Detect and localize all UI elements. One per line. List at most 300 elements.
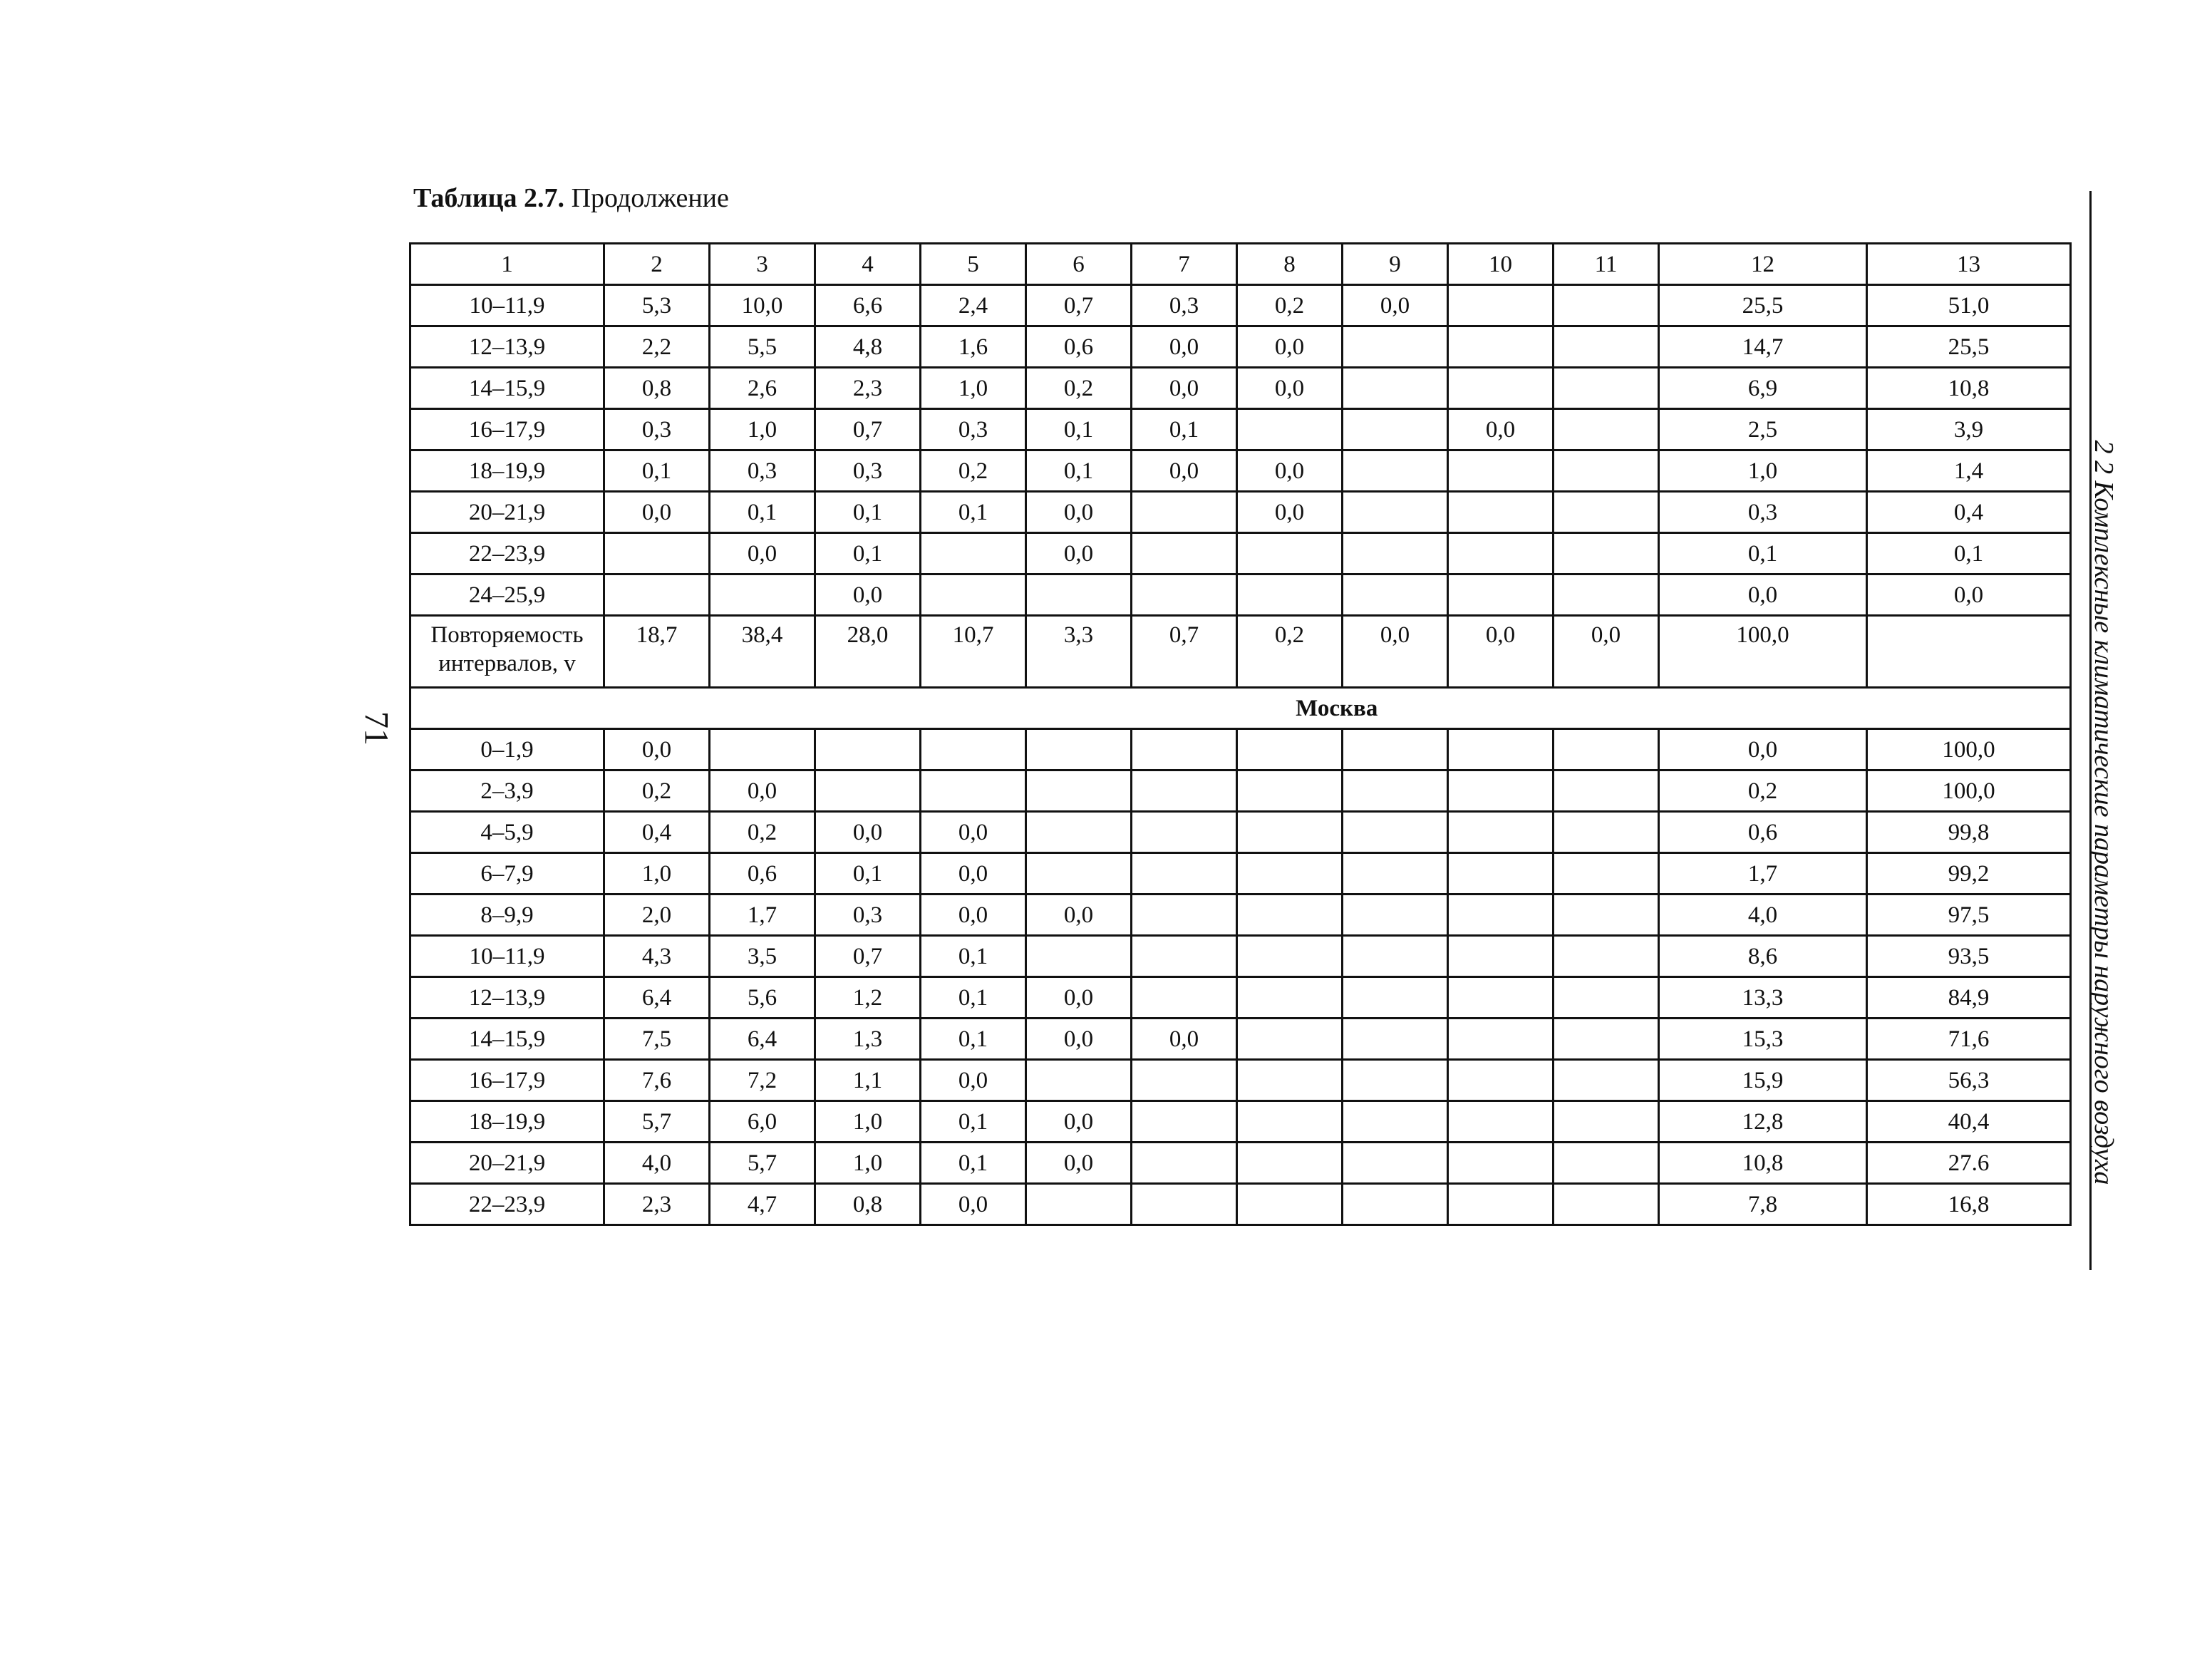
- value-cell: [1237, 1184, 1343, 1225]
- value-cell: 25,5: [1867, 326, 2071, 368]
- value-cell: 0,3: [815, 450, 921, 492]
- interval-label-cell: 16–17,9: [410, 1060, 604, 1101]
- value-cell: 7,5: [604, 1019, 710, 1060]
- value-cell: 0,2: [1659, 770, 1867, 812]
- value-cell: [1554, 326, 1659, 368]
- value-cell: [1448, 533, 1554, 574]
- value-cell: [1132, 1060, 1237, 1101]
- value-cell: 0,0: [1659, 574, 1867, 616]
- value-cell: 0,1: [921, 977, 1026, 1019]
- value-cell: [1237, 1019, 1343, 1060]
- value-cell: [1448, 326, 1554, 368]
- summary-label-line1: Повторяемость: [430, 622, 584, 648]
- value-cell: [1132, 533, 1237, 574]
- value-cell: 0,1: [815, 853, 921, 895]
- value-cell: [1132, 574, 1237, 616]
- table-caption-text: Продолжение: [571, 183, 729, 213]
- value-cell: 25,5: [1659, 285, 1867, 326]
- value-cell: 40,4: [1867, 1101, 2071, 1143]
- column-number-cell: 2: [604, 244, 710, 285]
- value-cell: [1343, 1143, 1448, 1184]
- value-cell: 99,8: [1867, 812, 2071, 853]
- value-cell: 5,6: [710, 977, 815, 1019]
- interval-label-cell: 18–19,9: [410, 450, 604, 492]
- table-row: [410, 812, 2071, 853]
- value-cell: 0,1: [1659, 533, 1867, 574]
- value-cell: [1554, 492, 1659, 533]
- summary-value-cell: 100,0: [1659, 616, 1867, 688]
- table-row: [410, 1143, 2071, 1184]
- value-cell: 0,1: [1132, 409, 1237, 450]
- value-cell: 0,0: [604, 492, 710, 533]
- value-cell: 71,6: [1867, 1019, 2071, 1060]
- column-number-cell: 13: [1867, 244, 2071, 285]
- value-cell: 4,8: [815, 326, 921, 368]
- value-cell: [1554, 770, 1659, 812]
- value-cell: 0,0: [921, 853, 1026, 895]
- value-cell: 0,0: [815, 812, 921, 853]
- value-cell: [1448, 895, 1554, 936]
- value-cell: 0,6: [1026, 326, 1132, 368]
- value-cell: 4,3: [604, 936, 710, 977]
- value-cell: 10,0: [710, 285, 815, 326]
- value-cell: 1,2: [815, 977, 921, 1019]
- value-cell: [1343, 533, 1448, 574]
- value-cell: 2,3: [604, 1184, 710, 1225]
- value-cell: [1448, 812, 1554, 853]
- value-cell: [1343, 977, 1448, 1019]
- value-cell: 5,7: [710, 1143, 815, 1184]
- value-cell: [1343, 1060, 1448, 1101]
- value-cell: 0,0: [1132, 326, 1237, 368]
- value-cell: [1343, 326, 1448, 368]
- value-cell: [1448, 1019, 1554, 1060]
- value-cell: 2,2: [604, 326, 710, 368]
- value-cell: 3,5: [710, 936, 815, 977]
- value-cell: 0,0: [1343, 285, 1448, 326]
- table-row: [410, 450, 2071, 492]
- value-cell: [1343, 1019, 1448, 1060]
- value-cell: 0,0: [710, 770, 815, 812]
- interval-label-cell: 18–19,9: [410, 1101, 604, 1143]
- value-cell: [1448, 729, 1554, 770]
- value-cell: 0,1: [710, 492, 815, 533]
- value-cell: [1554, 450, 1659, 492]
- value-cell: [1237, 936, 1343, 977]
- value-cell: 1,7: [710, 895, 815, 936]
- value-cell: 0,0: [1026, 1101, 1132, 1143]
- value-cell: [1026, 812, 1132, 853]
- value-cell: 100,0: [1867, 729, 2071, 770]
- value-cell: 2,0: [604, 895, 710, 936]
- value-cell: [1132, 1101, 1237, 1143]
- summary-label-cell: [410, 616, 604, 688]
- value-cell: [1448, 977, 1554, 1019]
- value-cell: 6,4: [604, 977, 710, 1019]
- value-cell: 0,0: [1448, 409, 1554, 450]
- value-cell: [1132, 770, 1237, 812]
- section-empty-cell: [410, 688, 604, 729]
- value-cell: [1237, 770, 1343, 812]
- value-cell: [1237, 895, 1343, 936]
- value-cell: 0,0: [1026, 895, 1132, 936]
- section-title-cell: Москва: [604, 688, 2071, 729]
- summary-value-cell: 0,0: [1554, 616, 1659, 688]
- value-cell: [1554, 1019, 1659, 1060]
- interval-label-cell: 22–23,9: [410, 1184, 604, 1225]
- value-cell: 7,8: [1659, 1184, 1867, 1225]
- value-cell: [921, 574, 1026, 616]
- table-row: [410, 853, 2071, 895]
- value-cell: 51,0: [1867, 285, 2071, 326]
- interval-label-cell: 14–15,9: [410, 368, 604, 409]
- value-cell: 0,7: [1026, 285, 1132, 326]
- interval-label-cell: 0–1,9: [410, 729, 604, 770]
- value-cell: 0,2: [1237, 285, 1343, 326]
- value-cell: 4,0: [604, 1143, 710, 1184]
- value-cell: 5,5: [710, 326, 815, 368]
- value-cell: 4,7: [710, 1184, 815, 1225]
- value-cell: [1448, 574, 1554, 616]
- table-row: [410, 368, 2071, 409]
- value-cell: 2,6: [710, 368, 815, 409]
- value-cell: [1448, 1101, 1554, 1143]
- value-cell: 0,0: [1026, 1143, 1132, 1184]
- value-cell: [1343, 492, 1448, 533]
- value-cell: 0,1: [1026, 409, 1132, 450]
- value-cell: [815, 729, 921, 770]
- value-cell: [1132, 895, 1237, 936]
- interval-label-cell: 24–25,9: [410, 574, 604, 616]
- value-cell: 0,3: [921, 409, 1026, 450]
- value-cell: 0,8: [815, 1184, 921, 1225]
- value-cell: [921, 729, 1026, 770]
- summary-value-cell: 18,7: [604, 616, 710, 688]
- value-cell: 100,0: [1867, 770, 2071, 812]
- value-cell: [1343, 770, 1448, 812]
- value-cell: 6,6: [815, 285, 921, 326]
- value-cell: [1554, 812, 1659, 853]
- value-cell: 0,1: [604, 450, 710, 492]
- value-cell: 56,3: [1867, 1060, 2071, 1101]
- value-cell: 0,0: [1237, 368, 1343, 409]
- value-cell: 0,0: [1132, 1019, 1237, 1060]
- value-cell: 0,1: [815, 533, 921, 574]
- value-cell: [1343, 812, 1448, 853]
- value-cell: [1554, 853, 1659, 895]
- value-cell: 1,0: [1659, 450, 1867, 492]
- value-cell: 0,1: [815, 492, 921, 533]
- value-cell: [1554, 574, 1659, 616]
- interval-label-cell: 12–13,9: [410, 326, 604, 368]
- value-cell: [1554, 285, 1659, 326]
- value-cell: 1,7: [1659, 853, 1867, 895]
- value-cell: 12,8: [1659, 1101, 1867, 1143]
- value-cell: [1448, 368, 1554, 409]
- value-cell: 0,0: [1026, 977, 1132, 1019]
- value-cell: 0,6: [1659, 812, 1867, 853]
- value-cell: [1448, 450, 1554, 492]
- value-cell: [1237, 729, 1343, 770]
- summary-value-cell: 0,2: [1237, 616, 1343, 688]
- interval-label-cell: 10–11,9: [410, 936, 604, 977]
- value-cell: [1026, 574, 1132, 616]
- value-cell: 1,6: [921, 326, 1026, 368]
- value-cell: [1554, 729, 1659, 770]
- value-cell: 1,4: [1867, 450, 2071, 492]
- table-body: [410, 244, 2071, 1225]
- table-row: [410, 936, 2071, 977]
- value-cell: 0,0: [921, 895, 1026, 936]
- value-cell: [710, 729, 815, 770]
- value-cell: 4,0: [1659, 895, 1867, 936]
- value-cell: [1448, 285, 1554, 326]
- value-cell: 0,7: [815, 409, 921, 450]
- value-cell: [1026, 1184, 1132, 1225]
- value-cell: 6,0: [710, 1101, 815, 1143]
- value-cell: 0,0: [1132, 450, 1237, 492]
- column-number-cell: 4: [815, 244, 921, 285]
- value-cell: [815, 770, 921, 812]
- value-cell: 0,6: [710, 853, 815, 895]
- table-caption: [413, 182, 729, 214]
- interval-label-cell: 6–7,9: [410, 853, 604, 895]
- value-cell: 0,1: [921, 1143, 1026, 1184]
- table-row: [410, 977, 2071, 1019]
- value-cell: 0,0: [1026, 1019, 1132, 1060]
- value-cell: [1448, 492, 1554, 533]
- page-number: 71: [357, 711, 396, 746]
- value-cell: [1132, 977, 1237, 1019]
- value-cell: 10,8: [1659, 1143, 1867, 1184]
- value-cell: 0,0: [1237, 450, 1343, 492]
- value-cell: 14,7: [1659, 326, 1867, 368]
- value-cell: [1132, 812, 1237, 853]
- value-cell: [1132, 1143, 1237, 1184]
- value-cell: [1343, 409, 1448, 450]
- summary-value-cell: 3,3: [1026, 616, 1132, 688]
- value-cell: 0,3: [710, 450, 815, 492]
- value-cell: 13,3: [1659, 977, 1867, 1019]
- table-row: [410, 533, 2071, 574]
- interval-label-cell: 10–11,9: [410, 285, 604, 326]
- interval-label-cell: 12–13,9: [410, 977, 604, 1019]
- summary-value-cell: 38,4: [710, 616, 815, 688]
- interval-label-cell: 8–9,9: [410, 895, 604, 936]
- value-cell: 7,2: [710, 1060, 815, 1101]
- value-cell: [710, 574, 815, 616]
- value-cell: [1343, 936, 1448, 977]
- value-cell: [1132, 853, 1237, 895]
- column-number-cell: 3: [710, 244, 815, 285]
- value-cell: 1,1: [815, 1060, 921, 1101]
- value-cell: [1554, 977, 1659, 1019]
- interval-label-cell: 20–21,9: [410, 1143, 604, 1184]
- value-cell: 97,5: [1867, 895, 2071, 936]
- value-cell: 0,2: [1026, 368, 1132, 409]
- value-cell: 0,0: [1237, 492, 1343, 533]
- table-row: [410, 326, 2071, 368]
- value-cell: 0,4: [1867, 492, 2071, 533]
- value-cell: [1026, 1060, 1132, 1101]
- value-cell: 0,0: [604, 729, 710, 770]
- value-cell: 8,6: [1659, 936, 1867, 977]
- table-row: [410, 492, 2071, 533]
- value-cell: [1026, 936, 1132, 977]
- summary-label-line2: интервалов, v: [438, 651, 576, 676]
- value-cell: [1132, 1184, 1237, 1225]
- value-cell: [1237, 533, 1343, 574]
- table-container: [409, 242, 2069, 1226]
- value-cell: [1554, 1060, 1659, 1101]
- value-cell: 3,9: [1867, 409, 2071, 450]
- value-cell: [1132, 936, 1237, 977]
- value-cell: 15,9: [1659, 1060, 1867, 1101]
- value-cell: [1343, 1184, 1448, 1225]
- summary-row: [410, 616, 2071, 688]
- value-cell: 99,2: [1867, 853, 2071, 895]
- value-cell: 0,0: [1237, 326, 1343, 368]
- value-cell: 0,2: [604, 770, 710, 812]
- value-cell: [1343, 1101, 1448, 1143]
- value-cell: [1448, 1143, 1554, 1184]
- interval-label-cell: 4–5,9: [410, 812, 604, 853]
- table-row: [410, 770, 2071, 812]
- value-cell: [1554, 1184, 1659, 1225]
- summary-value-cell: 0,7: [1132, 616, 1237, 688]
- table-row: [410, 1101, 2071, 1143]
- column-number-cell: 7: [1132, 244, 1237, 285]
- column-number-cell: 11: [1554, 244, 1659, 285]
- value-cell: [1343, 368, 1448, 409]
- value-cell: 2,4: [921, 285, 1026, 326]
- value-cell: 0,2: [710, 812, 815, 853]
- table-row: [410, 1184, 2071, 1225]
- column-number-cell: 1: [410, 244, 604, 285]
- value-cell: 27.6: [1867, 1143, 2071, 1184]
- value-cell: 0,1: [1867, 533, 2071, 574]
- value-cell: 0,2: [921, 450, 1026, 492]
- interval-label-cell: 2–3,9: [410, 770, 604, 812]
- table-caption-label: Таблица 2.7.: [413, 183, 565, 213]
- value-cell: 0,1: [921, 492, 1026, 533]
- column-number-cell: 10: [1448, 244, 1554, 285]
- value-cell: 0,8: [604, 368, 710, 409]
- value-cell: [1237, 1143, 1343, 1184]
- interval-label-cell: 20–21,9: [410, 492, 604, 533]
- value-cell: 0,1: [1026, 450, 1132, 492]
- value-cell: 0,0: [1026, 492, 1132, 533]
- table-row: [410, 574, 2071, 616]
- value-cell: 1,0: [710, 409, 815, 450]
- value-cell: [1132, 729, 1237, 770]
- value-cell: 0,0: [1659, 729, 1867, 770]
- value-cell: 0,0: [710, 533, 815, 574]
- value-cell: [1343, 450, 1448, 492]
- value-cell: [1237, 409, 1343, 450]
- value-cell: [921, 533, 1026, 574]
- interval-label-cell: 16–17,9: [410, 409, 604, 450]
- value-cell: [1554, 1101, 1659, 1143]
- value-cell: [1237, 977, 1343, 1019]
- value-cell: 2,5: [1659, 409, 1867, 450]
- value-cell: 10,8: [1867, 368, 2071, 409]
- interval-label-cell: 14–15,9: [410, 1019, 604, 1060]
- value-cell: 0,3: [604, 409, 710, 450]
- value-cell: 84,9: [1867, 977, 2071, 1019]
- value-cell: [1237, 574, 1343, 616]
- table-row: [410, 895, 2071, 936]
- value-cell: [1237, 812, 1343, 853]
- table-row: [410, 729, 2071, 770]
- value-cell: 16,8: [1867, 1184, 2071, 1225]
- table-row: [410, 1060, 2071, 1101]
- value-cell: 93,5: [1867, 936, 2071, 977]
- table-row: [410, 409, 2071, 450]
- value-cell: [1448, 853, 1554, 895]
- value-cell: [1026, 853, 1132, 895]
- value-cell: 0,1: [921, 936, 1026, 977]
- value-cell: 0,1: [921, 1019, 1026, 1060]
- value-cell: [1343, 729, 1448, 770]
- value-cell: 0,0: [921, 1060, 1026, 1101]
- value-cell: [604, 533, 710, 574]
- summary-value-cell: 10,7: [921, 616, 1026, 688]
- summary-value-cell: 0,0: [1448, 616, 1554, 688]
- value-cell: 6,4: [710, 1019, 815, 1060]
- value-cell: [1448, 770, 1554, 812]
- value-cell: [1026, 729, 1132, 770]
- value-cell: 0,1: [921, 1101, 1026, 1143]
- column-number-row: [410, 244, 2071, 285]
- summary-value-cell: 0,0: [1343, 616, 1448, 688]
- value-cell: [1343, 574, 1448, 616]
- value-cell: [921, 770, 1026, 812]
- interval-label-cell: 22–23,9: [410, 533, 604, 574]
- value-cell: [1343, 895, 1448, 936]
- value-cell: [1343, 853, 1448, 895]
- value-cell: 0,7: [815, 936, 921, 977]
- value-cell: 1,0: [604, 853, 710, 895]
- value-cell: 5,3: [604, 285, 710, 326]
- table-row: [410, 1019, 2071, 1060]
- value-cell: [1132, 492, 1237, 533]
- table-row: [410, 285, 2071, 326]
- summary-value-cell: 28,0: [815, 616, 921, 688]
- value-cell: 6,9: [1659, 368, 1867, 409]
- value-cell: 15,3: [1659, 1019, 1867, 1060]
- value-cell: 0,0: [1867, 574, 2071, 616]
- value-cell: [1237, 853, 1343, 895]
- value-cell: 0,0: [921, 812, 1026, 853]
- value-cell: 0,3: [1132, 285, 1237, 326]
- value-cell: 1,3: [815, 1019, 921, 1060]
- value-cell: 1,0: [921, 368, 1026, 409]
- column-number-cell: 6: [1026, 244, 1132, 285]
- value-cell: 2,3: [815, 368, 921, 409]
- column-number-cell: 5: [921, 244, 1026, 285]
- value-cell: 1,0: [815, 1101, 921, 1143]
- column-number-cell: 9: [1343, 244, 1448, 285]
- value-cell: [1554, 895, 1659, 936]
- value-cell: 0,0: [1132, 368, 1237, 409]
- value-cell: [1554, 936, 1659, 977]
- value-cell: [604, 574, 710, 616]
- section-row: [410, 688, 2071, 729]
- value-cell: 7,6: [604, 1060, 710, 1101]
- value-cell: 0,4: [604, 812, 710, 853]
- value-cell: 0,0: [815, 574, 921, 616]
